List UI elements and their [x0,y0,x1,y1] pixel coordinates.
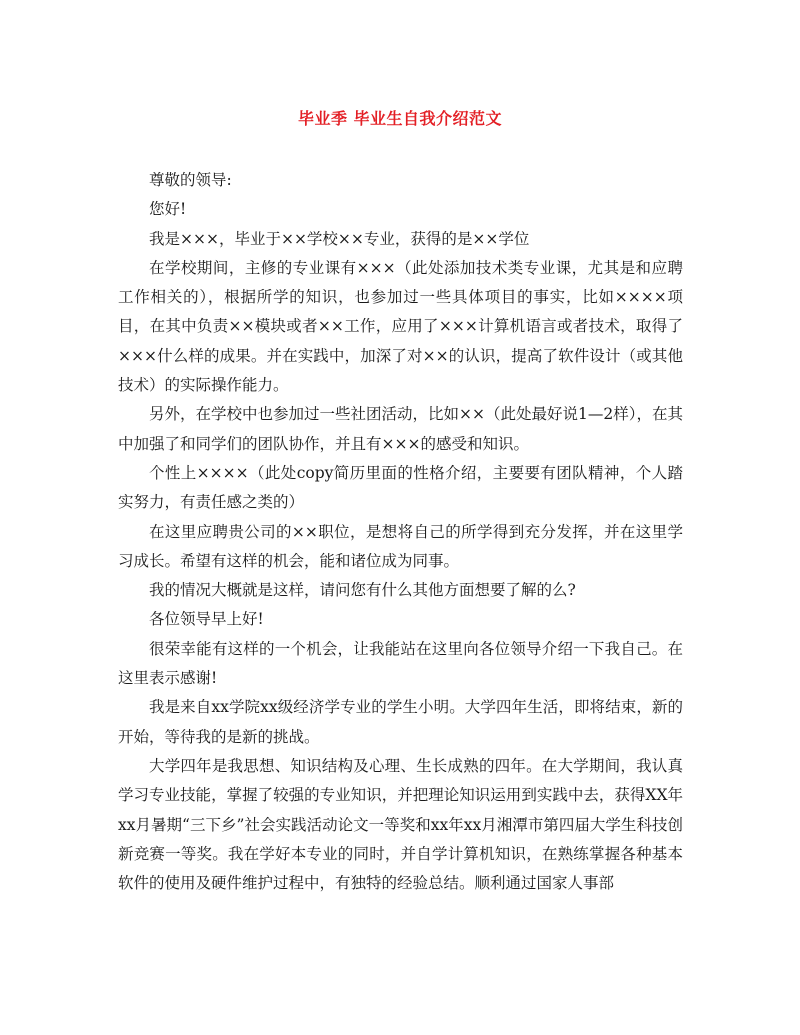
paragraph: 在学校期间，主修的专业课有×××（此处添加技术类专业课，尤其是和应聘工作相关的），根据所学的知识，也参加过一些具体项目的事实，比如××××项目，在其中负责××模块或者××工作，应用了×××计算机语言或者技术，取得了×××什么样的成果。并在实践中，加深了对××的认识，提高了软件设计（或其他技术）的实际操作能力。 [118,258,683,395]
paragraph: 我是来自xx学院xx级经济学专业的学生小明。大学四年生活，即将结束，新的开始，等待我的是新的挑战。 [118,698,683,746]
paragraph: 在这里应聘贵公司的××职位，是想将自己的所学得到充分发挥，并在这里学习成长。希望有这样的机会，能和诸位成为同事。 [118,522,683,570]
greeting: 您好! [149,200,187,219]
document-title: 毕业季 毕业生自我介绍范文 [297,109,503,128]
salutation: 尊敬的领导: [149,171,232,189]
document-body [118,166,683,898]
paragraph: 我是×××，毕业于××学校××专业，获得的是××学位 [149,229,530,248]
paragraph: 很荣幸能有这样的一个机会，让我能站在这里向各位领导介绍一下我自己。在这里表示感谢! [118,639,683,688]
paragraph: 个性上××××（此处copy简历里面的性格介绍，主要要有团队精神，个人踏实努力，有责任感之类的） [118,463,683,512]
paragraph: 各位领导早上好! [149,610,264,629]
paragraph: 大学四年是我思想、知识结构及心理、生长成熟的四年。在大学期间，我认真学习专业技能，掌握了较强的专业知识，并把理论知识运用到实践中去，获得XX年xx月暑期“三下乡”社会实践活动论文一等奖和xx年xx月湘潭市第四届大学生科技创新竞赛一等奖。我在学好本专业的同时，并自学计算机知识，在熟练掌握各种基本软件的使用及硬件维护过程中，有独特的经验总结。顺利通过国家人事部 [118,756,683,893]
paragraph: 另外，在学校中也参加过一些社团活动，比如××（此处最好说1—2样），在其中加强了和同学们的团队协作，并且有×××的感受和知识。 [118,405,683,453]
paragraph: 我的情况大概就是这样，请问您有什么其他方面想要了解的么? [149,581,576,600]
